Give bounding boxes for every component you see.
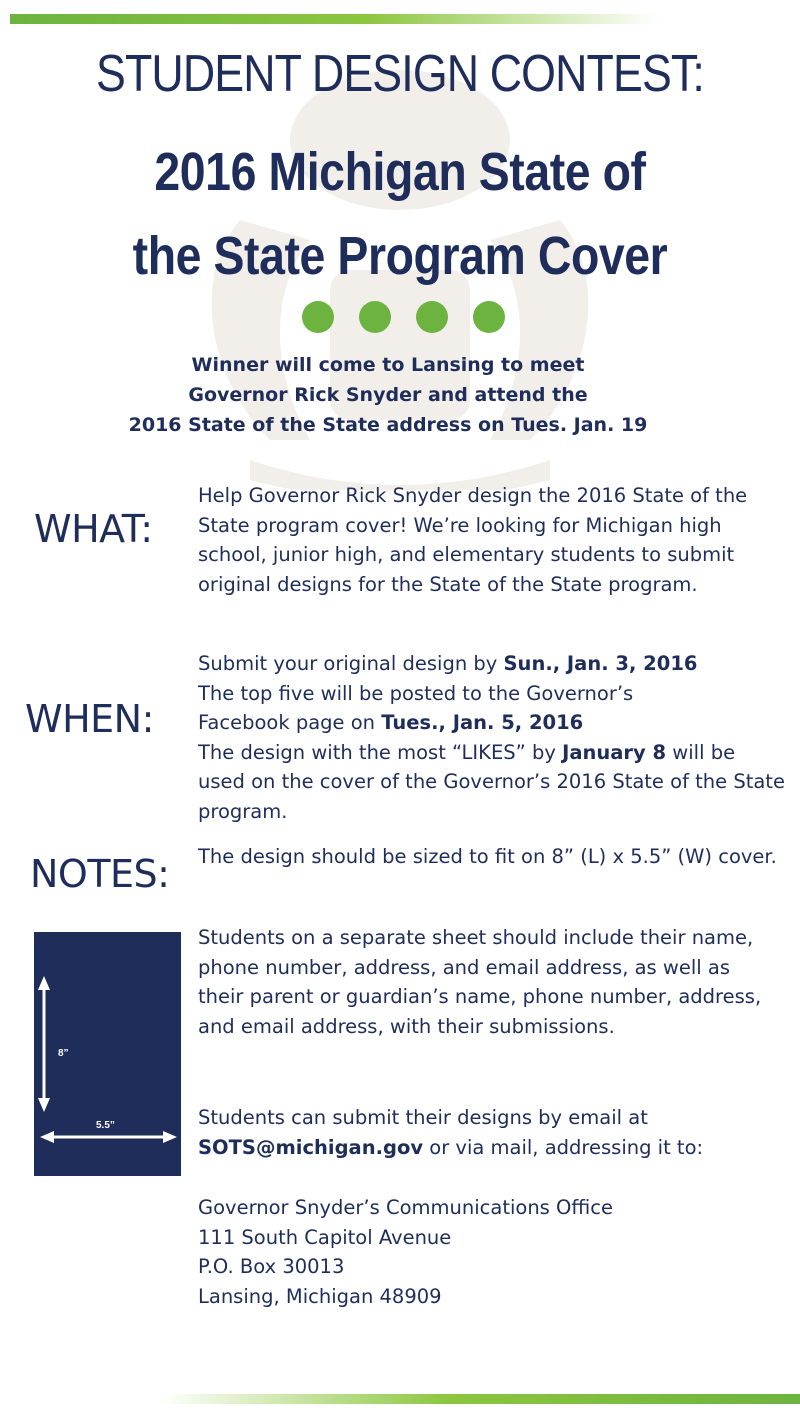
notes-size-text: The design should be sized to fit on 8” (L) x 5.5” (W) cover. — [198, 845, 777, 868]
address-line2: 111 South Capitol Avenue — [198, 1225, 452, 1249]
when-line3-prefix: Facebook page on — [198, 711, 382, 734]
submit-email-link[interactable]: SOTS@michigan.gov — [198, 1135, 424, 1159]
submit-suffix: or via mail, addressing it to: — [423, 1135, 704, 1159]
what-label: WHAT: — [34, 507, 153, 551]
when-line1-prefix: Submit your original design by — [198, 652, 504, 675]
page-title-line2: 2016 Michigan State of — [154, 142, 646, 202]
green-dot — [416, 301, 448, 333]
winner-line3: 2016 State of the State address on Tues. Jan. 19 — [128, 414, 648, 436]
decorative-dots — [302, 301, 505, 333]
address-line4: Lansing, Michigan 48909 — [198, 1284, 442, 1308]
mailing-address — [198, 1193, 788, 1311]
bottom-accent-bar — [160, 1394, 800, 1404]
winner-line1: Winner will come to Lansing to meet — [191, 354, 585, 376]
length-label: 8” — [58, 1048, 69, 1059]
what-text: Help Governor Rick Snyder design the 2016 State of the State program cover! We’re looking for Michigan high school, junior high, and elementary students to submit original designs for the State of the State program. — [198, 484, 748, 596]
notes-label: NOTES: — [30, 852, 170, 896]
likes-deadline: January 8 — [562, 740, 667, 764]
submit-deadline: Sun., Jan. 3, 2016 — [503, 652, 698, 675]
green-dot — [359, 301, 391, 333]
when-line4-suffix: will be used on the cover of the Governor’s 2016 State of the State program. — [198, 740, 785, 823]
winner-line2: Governor Rick Snyder and attend the — [188, 384, 588, 406]
page-title-line1: STUDENT DESIGN CONTEST: — [95, 45, 705, 103]
address-line3: P.O. Box 30013 — [198, 1255, 345, 1278]
winner-announcement — [0, 350, 776, 440]
green-dot — [473, 301, 505, 333]
notes-submit-text — [198, 1103, 778, 1162]
when-line2: The top five will be posted to the Governor’s — [198, 681, 634, 705]
when-line4-prefix: The design with the most “LIKES” by — [198, 740, 563, 764]
cover-size-diagram — [34, 932, 181, 1176]
green-dot — [302, 301, 334, 333]
width-label: 5.5” — [96, 1120, 115, 1131]
notes-info-text: Students on a separate sheet should include their name, phone number, address, and email address, as well as their parent or guardian’s name, phone number, address, and email address, with their submissions. — [198, 926, 762, 1038]
address-line1: Governor Snyder’s Communications Office — [198, 1196, 613, 1219]
when-text — [198, 649, 788, 826]
submit-prefix: Students can submit their designs by email at — [198, 1106, 648, 1129]
when-label: WHEN: — [25, 697, 154, 741]
page-title-main — [56, 130, 744, 298]
page-title-line3: the State Program Cover — [132, 226, 668, 286]
posting-date: Tues., Jan. 5, 2016 — [381, 711, 584, 734]
dimension-arrows — [34, 932, 181, 1176]
